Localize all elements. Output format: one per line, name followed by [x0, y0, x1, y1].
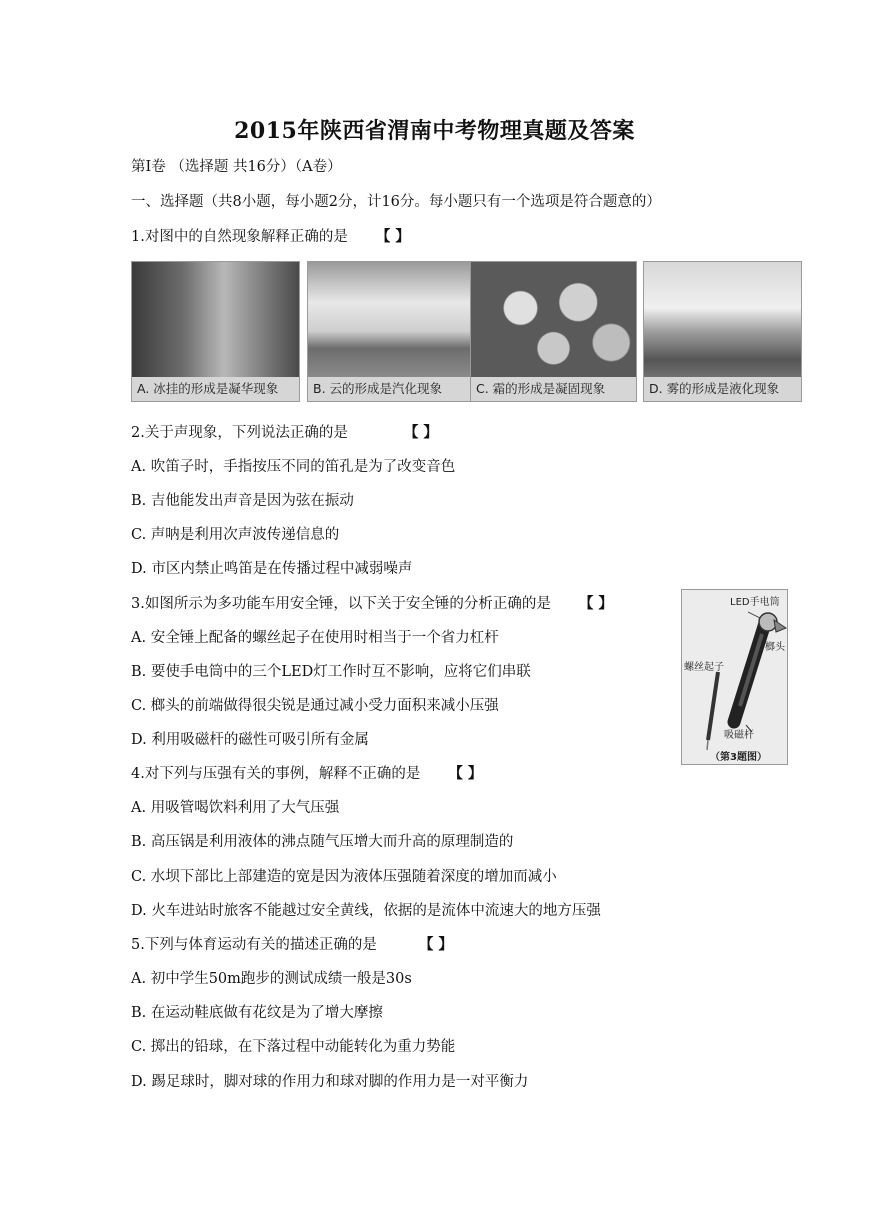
photo-caption: C. 霜的形成是凝固现象 — [471, 377, 636, 401]
question-4 — [131, 764, 482, 784]
question-3 — [131, 594, 613, 614]
photo-fog — [643, 261, 802, 402]
option-b: B. 要使手电筒中的三个LED灯工作时互不影响，应将它们串联 — [131, 664, 531, 680]
option-a: A. 用吸管喝饮料利用了大气压强 — [131, 800, 340, 816]
option-d: D. 火车进站时旅客不能越过安全黄线，依据的是流体中流速大的地方压强 — [131, 903, 601, 919]
volume-heading: 第Ⅰ卷 （选择题 共16分）（A卷） — [131, 159, 342, 175]
option-a: A. 初中学生50m跑步的测试成绩一般是30s — [131, 971, 412, 987]
option-d: D. 利用吸磁杆的磁性可吸引所有金属 — [131, 732, 369, 748]
question-2 — [131, 423, 438, 443]
answer-bracket: 【 】 — [418, 936, 453, 953]
option-c: C. 声呐是利用次声波传递信息的 — [131, 527, 340, 543]
option-b: B. 高压锅是利用液体的沸点随气压增大而升高的原理制造的 — [131, 834, 514, 850]
option-c: C. 榔头的前端做得很尖锐是通过减小受力面积来减小压强 — [131, 698, 499, 714]
photo-icicle — [131, 261, 300, 402]
question-4-stem: 4.对下列与压强有关的事例，解释不正确的是 — [131, 766, 421, 782]
figure-caption: （第3题图） — [710, 752, 767, 763]
photo-cloud — [307, 261, 473, 402]
option-c: C. 水坝下部比上部建造的宽是因为液体压强随着深度的增加而减小 — [131, 869, 557, 885]
question-2-stem: 2.关于声现象，下列说法正确的是 — [131, 425, 348, 441]
question-1 — [131, 227, 410, 247]
led-flashlight-label: LED手电筒 — [730, 597, 780, 608]
option-a: A. 吹笛子时，手指按压不同的笛孔是为了改变音色 — [131, 459, 456, 475]
hammer-head-label: 榔头 — [765, 642, 785, 653]
frost-photo-icon — [471, 262, 636, 377]
option-c: C. 掷出的铅球，在下落过程中动能转化为重力势能 — [131, 1039, 456, 1055]
section-heading: 一、选择题（共8小题，每小题2分，计16分。每小题只有一个选项是符合题意的） — [131, 194, 661, 210]
photo-caption: D. 雾的形成是液化现象 — [644, 377, 801, 401]
answer-bracket: 【 】 — [403, 424, 438, 441]
option-d: D. 市区内禁止鸣笛是在传播过程中减弱噪声 — [131, 561, 413, 577]
option-a: A. 安全锤上配备的螺丝起子在使用时相当于一个省力杠杆 — [131, 630, 499, 646]
cloud-photo-icon — [308, 262, 472, 377]
option-b: B. 在运动鞋底做有花纹是为了增大摩擦 — [131, 1005, 383, 1021]
photo-caption: A. 冰挂的形成是凝华现象 — [132, 377, 299, 401]
answer-bracket: 【 】 — [448, 765, 483, 782]
page-title: 2015年陕西省渭南中考物理真题及答案 — [234, 118, 635, 144]
answer-bracket: 【 】 — [375, 228, 410, 245]
question-3-stem: 3.如图所示为多功能车用安全锤，以下关于安全锤的分析正确的是 — [131, 596, 551, 612]
fog-photo-icon — [644, 262, 801, 377]
photo-caption: B. 云的形成是汽化现象 — [308, 377, 472, 401]
option-b: B. 吉他能发出声音是因为弦在振动 — [131, 493, 354, 509]
magnetic-rod-label: 吸磁杆 — [724, 730, 754, 741]
question-5 — [131, 935, 453, 955]
screwdriver-label: 螺丝起子 — [684, 662, 724, 673]
safety-hammer-figure — [681, 589, 788, 765]
question-5-stem: 5.下列与体育运动有关的描述正确的是 — [131, 937, 377, 953]
answer-bracket: 【 】 — [578, 595, 613, 612]
photo-frost — [470, 261, 637, 402]
icicle-photo-icon — [132, 262, 299, 377]
option-d: D. 踢足球时，脚对球的作用力和球对脚的作用力是一对平衡力 — [131, 1074, 529, 1090]
question-1-stem: 1.对图中的自然现象解释正确的是 — [131, 229, 348, 245]
